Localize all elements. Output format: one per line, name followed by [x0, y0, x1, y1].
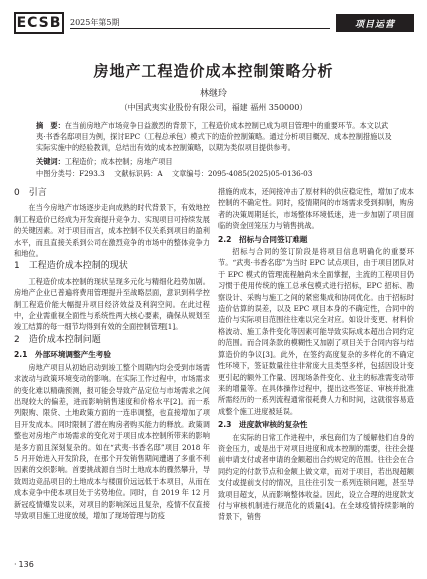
- classification-code: 中图分类号：F293.3: [36, 169, 105, 178]
- section-heading: 0 引言: [14, 188, 47, 198]
- keywords-label: 关键词：: [36, 157, 65, 166]
- abstract-label: 摘 要：: [36, 121, 65, 130]
- page-header: [14, 12, 414, 52]
- article-affiliation: （中国武夷实业股份有限公司，福建 福州 350000）: [119, 103, 308, 112]
- body-paragraph: 工程造价成本控制的现状呈现多元化与精细化趋势加剧。房地产企业已普遍将费用管理提升至战略层面，意识到科学控制工程造价能大幅提升项目经济效益及利润空间。在此过程中，企业需重视全面性与系统性两大核心要素，确保从规划至竣工结算的每一细节均得到有效的全面控制管理[1]。: [14, 276, 210, 332]
- section-heading: 2 造价成本控制问题: [14, 334, 101, 345]
- body-paragraph: 招标与合同的签订阶段是将项目信息明确化的重要环节。“武夷·书香名邸”为当时 EPC 试点项目，由于项目团队对于 EPC 模式的管理流程触尚未全面掌握，主流的工程项目仍习惯于使用传统的施工总承包模式进行招标，EPC 招标、勘察设计、采购与施工之间的紧密集成和协同优化。由于招标时造价估算的误差，以及 EPC 项目本身的不确定性，合同中的造价与实际项目范围往往难以完全对应。如设计变更、材料价格波动、施工条件变化等因素可能导致实际成本超出合同约定的范围。而合同条款的模糊性又加剧了项目关于合同内容与结算造价的争议[3]。此外，在签约高度复杂的多样化的不确定性环境下，签证数量往往非常庞大且类型多样，包括因设计变更引起的额外工作量、因现场条件变化、业主的标准需变动带来的增量等。在具体操作过程中，提出这些签证、审核并批准所需经历的一系列流程通常很耗费人力和时间，这就很容易造成整个施工进度被延误。: [218, 247, 414, 416]
- section-heading: 1 工程造价成本控制的现状: [14, 261, 128, 272]
- subsection-heading: 2.3 进度款审核的复杂性: [218, 420, 308, 430]
- classification-line: [36, 168, 392, 179]
- subsection-heading: 2.2 招标与合同签订难题: [218, 234, 308, 244]
- abstract-text: 在当前房地产市场竞争日益激烈的背景下，工程造价成本控制已成为项目管理中的重要环节。本文以武夷·书香名邸项目为例，探讨EPC（工程总承包）模式下的造价控制策略。通过分析项目概况、成本控制措施以及实际实施中的经验教训，总结出有效的成本控制策略，以期为类似项目提供参考。: [36, 121, 392, 152]
- column-badge: 项目运营: [336, 14, 414, 32]
- body-paragraph: 措施的成本，还间接冲击了原材料的供应稳定性，增加了成本控制的不确定性。同时，疫情期间的市场需求受到抑制，购房者的决策周期延长，市场整体环境低迷，进一步加剧了项目面临的资金回笼压力与销售挑战。: [218, 187, 414, 231]
- article-number: 文章编号：2095-4085(2025)05-0136-03: [172, 169, 313, 178]
- header-rule: [70, 28, 330, 29]
- abstract: [36, 120, 392, 153]
- body-paragraph: 在当今房地产市场逐步走向成熟的时代背景下，有效地控制工程造价已经成为开发商提升竞争力、实现项目可持续发展的关键因素。对于项目而言，成本控制不仅关系到项目的盈利水平，而且直接关系到公司在激烈竞争的市场中的整体竞争力和地位。: [14, 203, 210, 259]
- subsection-heading: 2.1 外部环境调整产生考验: [14, 350, 111, 360]
- issue-label: 2025年第5期: [70, 18, 120, 27]
- right-column: [218, 186, 414, 523]
- left-column: [14, 186, 210, 521]
- keywords: [36, 156, 392, 167]
- body-paragraph: 房地产项目从初始启动到竣工整个周期内均会受到市场需求波动与政策环境变动的影响。在实际工作过程中，市场需求的变化难以精确预测，报可能会导致产品定位与市场需求之间出现较大的偏差，进而影响销售速度和价格水平[2]。而一系列限购、限贷、土地政策方面的一连串调整，也直接增加了项目开发成本。同时限制了潜在购房者购买能力的释放。政策调整也对房地产市场需求的变化对于项目成本控制所带来的影响是多方面且深刻复杂的。如在“武夷·书香名邸”项目 2018 年 5 月开始进入开发阶段，在那个开发销售期间遭遇了多重不利因素的交织影响。首要挑战源自当时土地成本的骤然攀升，导致周边竞品项目的土地成本与楼面价远远低于本项目，从而在成本竞争中使本项目处于劣势地位。同时，自 2019 年 12 月新冠疫情爆发以来，对项目的影响深远且复杂，疫情不仅直接导致项目施工进度放缓，增加了现场管理与防疫: [14, 362, 210, 520]
- article-title: 房地产工程造价成本控制策略分析: [93, 62, 334, 80]
- body-paragraph: 在实际的日常工作进程中，承包商们为了缓解他们自身的资金压力，或是出于对项目进度和成本控制的需要，往往会提前申请支付或者申请的金额超出合约规定的范围。往往会在合同约定的付款节点和金额上做文章，而对于项目，若出现超额支付或提前支付的情况，且往往引发一系列连锁问题，甚至导致项目超支，从而影响整体收益。因此，设立合理的进度款支付与审核机制进行规范化的质量[4]。在全球疫情持续影响的背景下，销售: [218, 432, 414, 522]
- document-code: 文献标识码：A: [114, 169, 163, 178]
- keywords-text: 工程造价；成本控制；房地产项目: [64, 157, 173, 166]
- journal-logo: ECSB: [14, 12, 64, 34]
- article-author: 林继玲: [199, 89, 227, 99]
- page-number: · 136: [14, 560, 34, 569]
